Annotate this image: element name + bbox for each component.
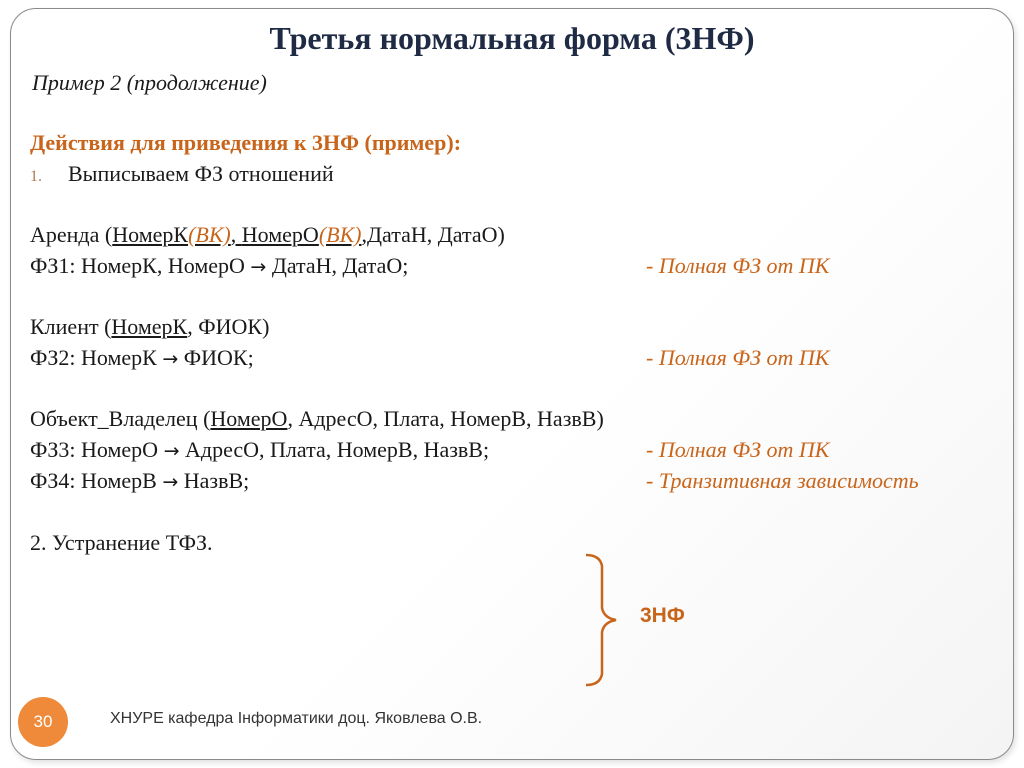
fd-4-right: НазвВ; [178, 468, 250, 493]
arenda-key-nomero: НомерО [241, 222, 319, 247]
relation-arenda-name: Аренда ( [30, 222, 113, 247]
arenda-attributes: ,ДатаН, ДатаО) [361, 222, 505, 247]
footer-text: ХНУРЕ кафедра Інформатики доц. Яковлева О.В. [110, 710, 483, 727]
arenda-fk-1: (ВК) [188, 222, 231, 247]
slide-frame [10, 8, 1014, 760]
relation-owner-name: Объект_Владелец ( [30, 406, 211, 431]
step-1 [30, 161, 334, 187]
fd-3 [30, 437, 489, 463]
arenda-key-group [112, 222, 361, 247]
fd-1-right: ДатаН, ДатаО; [266, 253, 409, 278]
fd-2-left: ФЗ2: НомерК [30, 345, 157, 370]
fd-4-left: ФЗ4: НомерВ [30, 468, 157, 493]
fd-3-note: - Полная ФЗ от ПК [646, 437, 830, 462]
relation-client-name: Клиент ( [30, 314, 112, 339]
brace-label: 3НФ [640, 604, 685, 627]
owner-key: НомерО [210, 406, 288, 431]
actions-heading: Действия для приведения к 3НФ (пример): [30, 130, 462, 155]
slide-subtitle: Пример 2 (продолжение) [32, 70, 267, 95]
step-1-text: Выписываем ФЗ отношений [68, 161, 334, 186]
fd-1-note: - Полная ФЗ от ПК [646, 253, 830, 278]
fd-2-note: - Полная ФЗ от ПК [646, 345, 830, 370]
client-attributes: , ФИОК) [187, 314, 270, 339]
step-1-number: 1. [30, 168, 42, 185]
fd-4-note: - Транзитивная зависимость [646, 468, 919, 493]
arrow-right-icon: → [162, 348, 179, 370]
arenda-separator: , [230, 222, 242, 247]
step-2: 2. Устранение ТФЗ. [30, 530, 213, 555]
arenda-key-nomerk: НомерК [112, 222, 189, 247]
slide-title: Третья нормальная форма (3НФ) [269, 20, 755, 56]
relation-owner [30, 406, 604, 432]
curly-brace-icon [582, 552, 632, 688]
arenda-fk-2: (ВК) [318, 222, 362, 247]
arrow-right-icon: → [250, 256, 267, 278]
arrow-right-icon: → [162, 471, 179, 493]
page-number-badge: 30 [18, 697, 68, 747]
fd-4 [30, 468, 249, 494]
arrow-right-icon: → [163, 440, 180, 462]
fd-2 [30, 345, 254, 371]
fd-3-right: АдресО, Плата, НомерВ, НазвВ; [179, 437, 490, 462]
fd-3-left: ФЗ3: НомерО [30, 437, 159, 462]
fd-1-left: ФЗ1: НомерК, НомерО [30, 253, 245, 278]
fd-1 [30, 253, 408, 279]
relation-arenda [30, 222, 505, 248]
client-key: НомерК [111, 314, 188, 339]
owner-attributes: , АдресО, Плата, НомерВ, НазвВ) [287, 406, 604, 431]
relation-client [30, 314, 269, 340]
fd-2-right: ФИОК; [178, 345, 254, 370]
